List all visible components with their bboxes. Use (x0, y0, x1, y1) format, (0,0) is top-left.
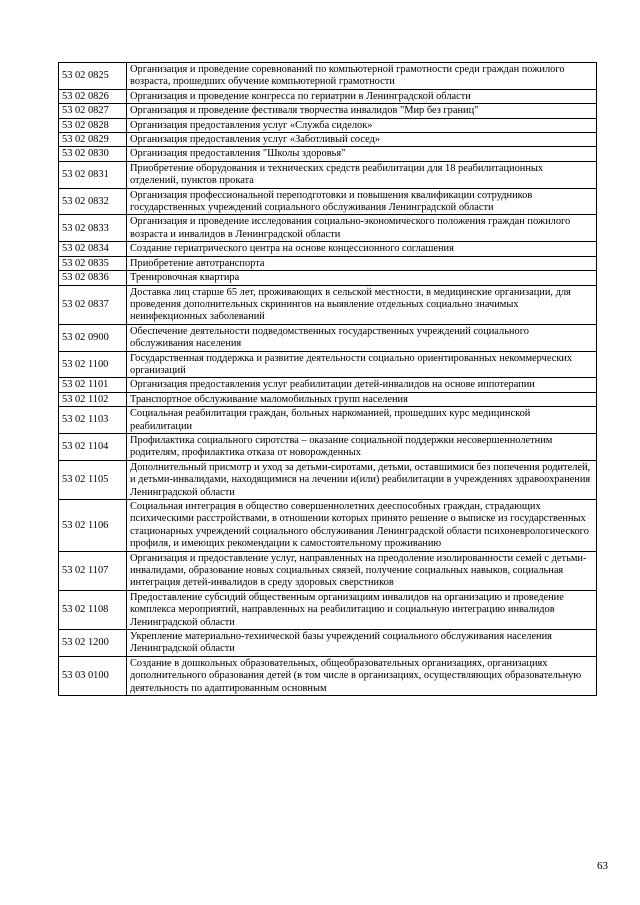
row-code: 53 02 1104 (59, 433, 127, 460)
row-description: Создание гериатрического центра на основе концессионного соглашения (127, 242, 597, 256)
row-description: Приобретение автотранспорта (127, 256, 597, 270)
table-row (59, 392, 597, 406)
row-description: Государственная поддержка и развитие деятельности социально ориентированных некоммерческих организаций (127, 351, 597, 378)
row-code: 53 02 0830 (59, 147, 127, 161)
row-code: 53 02 1105 (59, 460, 127, 499)
table-row (59, 407, 597, 434)
row-description: Организация предоставления "Школы здоровья" (127, 147, 597, 161)
row-description: Организация и проведение исследования социально-экономического положения граждан пожилого возраста и инвалидов в Ленинградской области (127, 215, 597, 242)
row-description: Организация и проведение соревнований по компьютерной грамотности среди граждан пожилого возраста, прошедших обучение компьютерной грамотности (127, 63, 597, 90)
table-row (59, 256, 597, 270)
row-description: Организация и проведение фестиваля творчества инвалидов "Мир без границ" (127, 104, 597, 118)
row-description: Транспортное обслуживание маломобильных групп населения (127, 392, 597, 406)
table-row (59, 133, 597, 147)
row-description: Укрепление материально-технической базы учреждений социального обслуживания населения Ленинградской области (127, 630, 597, 657)
row-code: 53 02 0834 (59, 242, 127, 256)
row-code: 53 02 0836 (59, 271, 127, 285)
row-code: 53 02 1100 (59, 351, 127, 378)
row-description: Обеспечение деятельности подведомственных государственных учреждений социального обслуживания населения (127, 324, 597, 351)
row-code: 53 02 0829 (59, 133, 127, 147)
row-description: Организация и проведение конгресса по гериатрии в Ленинградской области (127, 89, 597, 103)
table-row (59, 656, 597, 695)
table-row (59, 324, 597, 351)
row-code: 53 02 0832 (59, 188, 127, 215)
table-row (59, 242, 597, 256)
row-description: Организация профессиональной переподготовки и повышения квалификации сотрудников государственных учреждений социального обслуживания Ленинградской области (127, 188, 597, 215)
row-code: 53 02 1108 (59, 590, 127, 629)
row-code: 53 02 0827 (59, 104, 127, 118)
row-code: 53 02 0831 (59, 161, 127, 188)
row-description: Социальная интеграция в общество совершеннолетних дееспособных граждан, страдающих психическими расстройствами, в отношении которых принято решение о выписке из государственных стационарных учреждений социального обслуживания Ленинградской области психоневрологического профиля, и имеющих рекомендации к самостоятельному проживанию (127, 500, 597, 552)
row-code: 53 03 0100 (59, 656, 127, 695)
table-row (59, 215, 597, 242)
row-description: Создание в дошкольных образовательных, общеобразовательных организациях, организациях дополнительного образования детей (в том числе в организациях, осуществляющих образовательную деятельность по адаптированным основным (127, 656, 597, 695)
row-code: 53 02 0835 (59, 256, 127, 270)
row-description: Организация предоставления услуг реабилитации детей-инвалидов на основе иппотерапии (127, 378, 597, 392)
table-row (59, 271, 597, 285)
row-code: 53 02 1106 (59, 500, 127, 552)
table-row (59, 378, 597, 392)
budget-codes-table (58, 62, 597, 696)
table-row (59, 188, 597, 215)
row-code: 53 02 0826 (59, 89, 127, 103)
table-row (59, 89, 597, 103)
table-row (59, 551, 597, 590)
row-code: 53 02 1101 (59, 378, 127, 392)
row-description: Тренировочная квартира (127, 271, 597, 285)
table-row (59, 285, 597, 324)
table-row (59, 147, 597, 161)
table-row (59, 433, 597, 460)
row-description: Доставка лиц старше 65 лет, проживающих в сельской местности, в медицинские организации, для проведения дополнительных скринингов на выявление отдельных социально значимых неинфекционных заболеваний (127, 285, 597, 324)
table-row (59, 104, 597, 118)
table-row (59, 460, 597, 499)
row-code: 53 02 1102 (59, 392, 127, 406)
row-description: Предоставление субсидий общественным организациям инвалидов на организацию и проведение комплекса мероприятий, направленных на реабилитацию и социальную интеграцию инвалидов Ленинградской области (127, 590, 597, 629)
row-description: Организация предоставления услуг «Служба сиделок» (127, 118, 597, 132)
row-code: 53 02 0833 (59, 215, 127, 242)
row-code: 53 02 1103 (59, 407, 127, 434)
row-description: Организация предоставления услуг «Заботливый сосед» (127, 133, 597, 147)
row-description: Дополнительный присмотр и уход за детьми-сиротами, детьми, оставшимися без попечения родителей, и детьми-инвалидами, находящимися на лечении и(или) реабилитации в учреждениях здравоохранения Ленинградской области (127, 460, 597, 499)
table-row (59, 500, 597, 552)
row-description: Социальная реабилитация граждан, больных наркоманией, прошедших курс медицинской реабилитации (127, 407, 597, 434)
row-code: 53 02 0900 (59, 324, 127, 351)
row-code: 53 02 1200 (59, 630, 127, 657)
page-number: 63 (597, 860, 608, 872)
row-code: 53 02 0828 (59, 118, 127, 132)
table-row (59, 630, 597, 657)
table-body (59, 63, 597, 696)
row-description: Организация и предоставление услуг, направленных на преодоление изолированности семей с детьми-инвалидами, образование новых социальных связей, получение социальных навыков, социальная интеграция детей-инвалидов в среду здоровых сверстников (127, 551, 597, 590)
row-code: 53 02 0825 (59, 63, 127, 90)
row-description: Профилактика социального сиротства – оказание социальной поддержки несовершеннолетним родителям, профилактика отказа от новорожденных (127, 433, 597, 460)
row-code: 53 02 0837 (59, 285, 127, 324)
row-description: Приобретение оборудования и технических средств реабилитации для 18 реабилитационных отделений, пунктов проката (127, 161, 597, 188)
table-row (59, 590, 597, 629)
table-row (59, 351, 597, 378)
row-code: 53 02 1107 (59, 551, 127, 590)
table-row (59, 161, 597, 188)
table-row (59, 63, 597, 90)
table-row (59, 118, 597, 132)
